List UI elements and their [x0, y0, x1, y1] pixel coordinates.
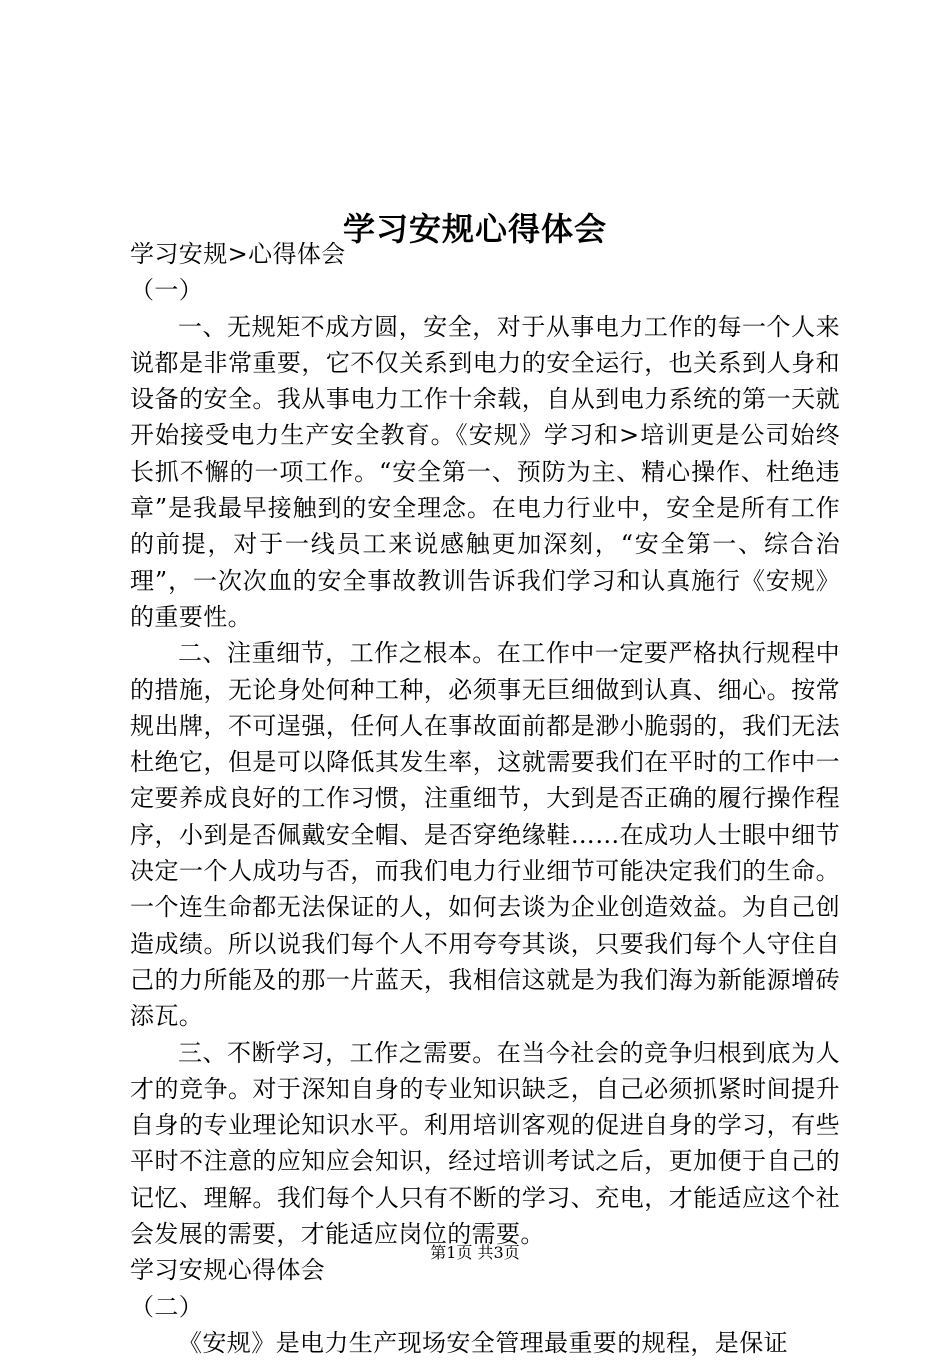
body-paragraph: 二、注重细节，工作之根本。在工作中一定要严格执行规程中的措施，无论身处何种工种，必须事无巨细做到认真、细心。按常规出牌，不可逞强，任何人在事故面前都是渺小脆弱的，我们无法杜绝它，但是可以降低其发生率，这就需要我们在平时的工作中一定要养成良好的工作习惯，注重细节，大到是否正确的履行操作程序，小到是否佩戴安全帽、是否穿绝缘鞋……在成功人士眼中细节决定一个人成功与否，而我们电力行业细节可能决定我们的生命。一个连生命都无法保证的人，如何去谈为企业创造效益。为自己创造成绩。所以说我们每个人不用夸夸其谈，只要我们每个人守住自己的力所能及的那一片蓝天，我相信这就是为我们海为新能源增砖添瓦。	[130, 639, 840, 1031]
section-heading: 学习安规>心得体会	[130, 240, 346, 268]
body-paragraph: 一、无规矩不成方圆，安全，对于从事电力工作的每一个人来说都是非常重要，它不仅关系到电力的安全运行，也关系到人身和设备的安全。我从事电力工作十余载，自从到电力系统的第一天就开始接受电力生产安全教育。《安规》学习和>培训更是公司始终长抓不懈的一项工作。“安全第一、预防为主、精心操作、杜绝违章”是我最早接触到的安全理念。在电力行业中，安全是所有工作的前提，对于一线员工来说感触更加深刻，“安全第一、综合治理”，一次次血的安全事故教训告诉我们学习和认真施行《安规》的重要性。	[130, 312, 840, 631]
section-heading: 学习安规心得体会	[130, 1256, 326, 1285]
section-number: （二）	[130, 1292, 204, 1321]
document-body	[130, 236, 840, 1361]
section-number: （一）	[130, 276, 204, 305]
body-paragraph: 《安规》是电力生产现场安全管理最重要的规程，是保证	[178, 1328, 788, 1357]
body-paragraph: 三、不断学习，工作之需要。在当今社会的竞争归根到底为人才的竞争。对于深知自身的专业知识缺乏，自己必须抓紧时间提升自身的专业理论知识水平。利用培训客观的促进自身的学习，有些平时不注意的应知应会知识，经过培训考试之后，更加便于自己的记忆、理解。我们每个人只有不断的学习、充电，才能适应这个社会发展的需要，才能适应岗位的需要。	[130, 1038, 840, 1249]
page-footer: 第1页 共3页	[430, 1243, 520, 1262]
document-title: 学习安规心得体会	[342, 210, 607, 249]
